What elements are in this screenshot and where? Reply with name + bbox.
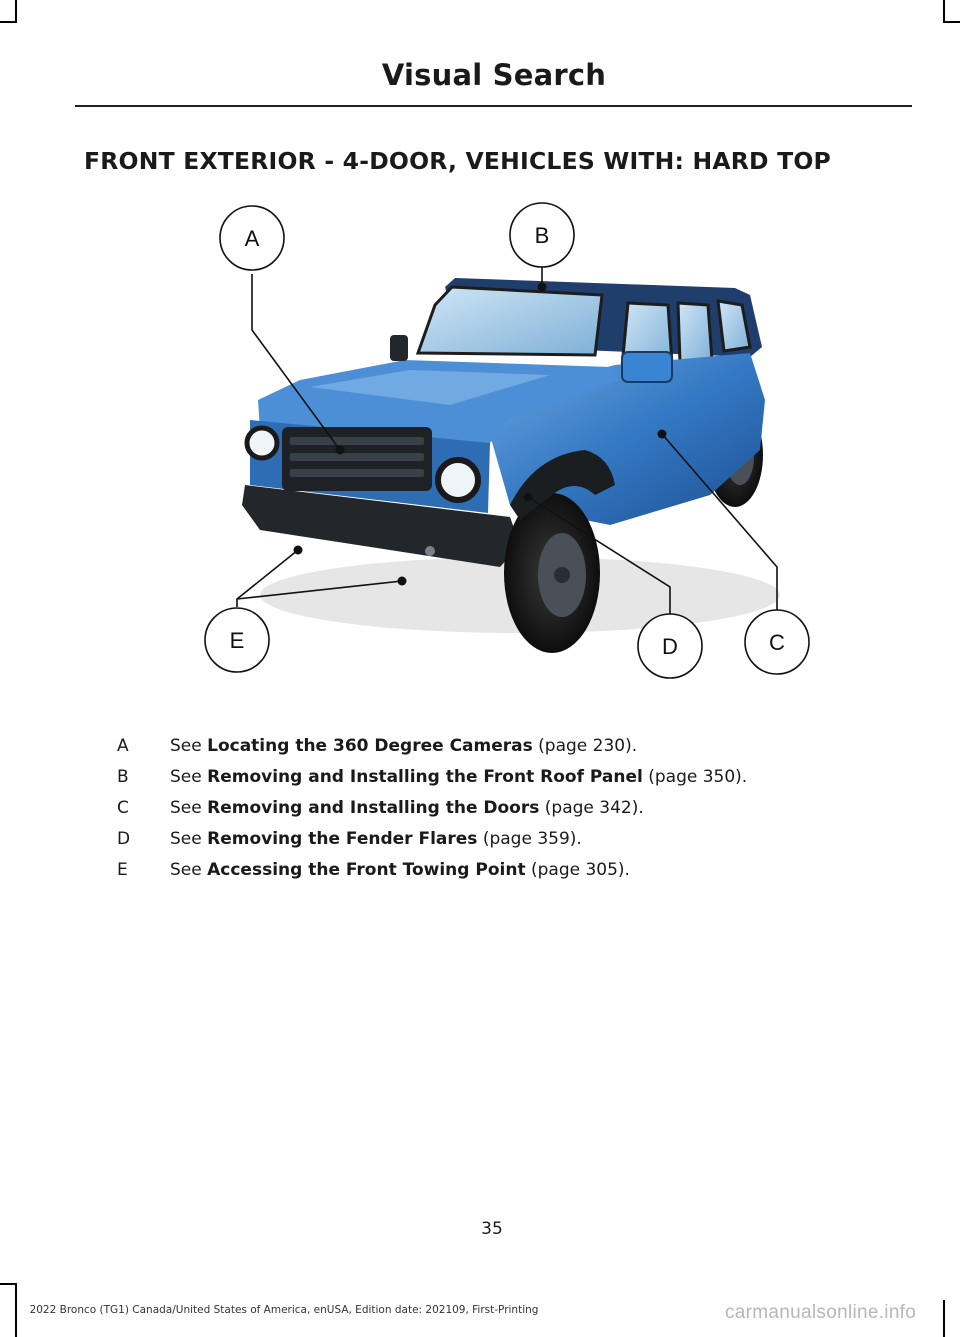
right-headlight [438,460,478,500]
section-heading: FRONT EXTERIOR - 4-DOOR, VEHICLES WITH: HARD TOP [84,147,831,175]
fog-light [425,546,435,556]
legend-text [170,860,630,880]
legend-text [170,736,637,756]
camera-pod [390,335,408,361]
dot-a [336,446,345,455]
legend-letter: B [117,767,129,787]
callout-c-label: C [769,630,785,655]
legend-ref-link[interactable]: Removing and Installing the Doors [207,798,540,818]
dot-c [658,430,667,439]
windshield [418,287,602,355]
legend-page: (page 350). [648,767,748,787]
crop-mark-top-left-v [15,0,17,21]
crop-mark-top-right-h [943,21,960,23]
callout-d-label: D [662,634,678,659]
legend-letter: A [117,736,129,756]
legend-text [170,767,747,787]
side-mirror [622,352,672,382]
callout-b-label: B [534,223,550,248]
legend-page: (page 342). [544,798,644,818]
rear-door-window [678,303,712,363]
legend-ref-link[interactable]: Removing the Fender Flares [207,829,478,849]
legend-prefix: See [170,798,202,818]
callout-e-label: E [229,628,245,653]
legend-letter: C [117,798,129,818]
dot-e1 [294,546,303,555]
legend-text [170,798,644,818]
legend-prefix: See [170,860,202,880]
vehicle-illustration [190,195,830,695]
header-divider [75,105,912,107]
legend-page: (page 305). [530,860,630,880]
page-number: 35 [481,1219,503,1239]
legend-row-b [117,767,897,798]
watermark: carmanualsonline.info [725,1302,917,1323]
callout-a-label: A [244,226,260,251]
legend-text [170,829,582,849]
legend-ref-link[interactable]: Locating the 360 Degree Cameras [207,736,533,756]
left-headlight [247,428,277,458]
crop-mark-bottom-left-h [0,1283,17,1285]
legend-prefix: See [170,767,202,787]
dot-d [524,493,533,502]
legend-row-d [117,829,897,860]
legend-row-a [117,736,897,767]
legend-prefix: See [170,736,202,756]
legend-row-e [117,860,897,891]
legend-row-c [117,798,897,829]
callout-legend [117,736,897,891]
page-header-title: Visual Search [381,58,607,92]
edition-footer: 2022 Bronco (TG1) Canada/United States of America, enUSA, Edition date: 202109, First-Printing [29,1304,539,1316]
legend-letter: D [117,829,131,849]
legend-letter: E [117,860,128,880]
legend-ref-link[interactable]: Accessing the Front Towing Point [207,860,526,880]
crop-mark-bottom-right-v [943,1300,945,1337]
legend-page: (page 359). [482,829,582,849]
legend-ref-link[interactable]: Removing and Installing the Front Roof Panel [207,767,643,787]
dot-e2 [398,577,407,586]
crop-mark-top-right-v [943,0,945,21]
legend-prefix: See [170,829,202,849]
grille-slats [290,437,424,477]
crop-mark-top-left-h [0,21,17,23]
legend-page: (page 230). [538,736,638,756]
dot-b [538,283,547,292]
